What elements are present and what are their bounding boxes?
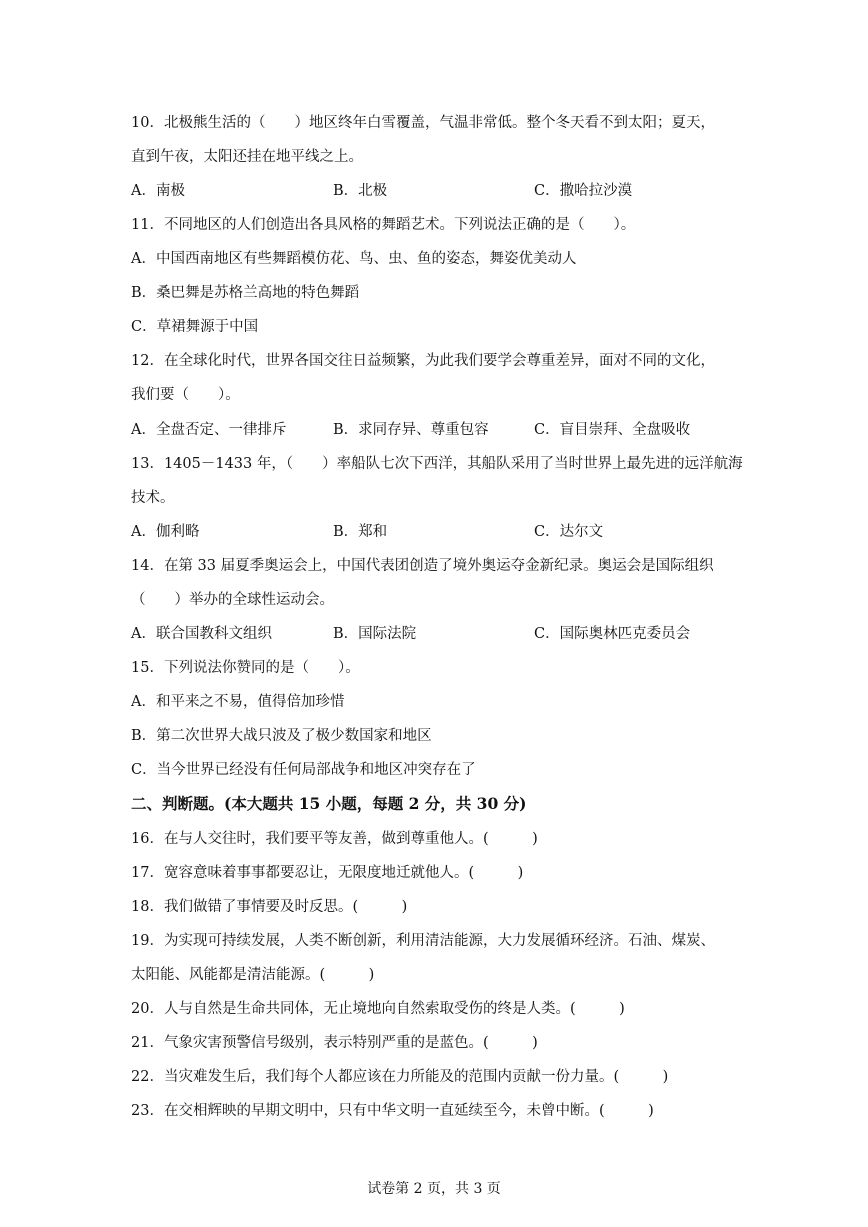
judgement-item: 17．宽容意味着事事都要忍让，无限度地迁就他人。( ) <box>131 865 524 881</box>
question-15-option-c: C．当今世界已经没有任何局部战争和地区冲突存在了 <box>131 762 476 778</box>
question-11-text: 11．不同地区的人们创造出各具风格的舞蹈艺术。下列说法正确的是（ ）。 <box>131 217 636 233</box>
question-12-option-a: A．全盘否定、一律排斥 <box>131 422 287 438</box>
question-14-option-b: B．国际法院 <box>333 626 417 642</box>
question-12-option-c: C．盲目崇拜、全盘吸收 <box>534 422 691 438</box>
question-12-text-cont: 我们要（ ）。 <box>131 387 240 403</box>
question-14-option-c: C．国际奥林匹克委员会 <box>534 626 691 642</box>
question-10-text: 10．北极熊生活的（ ）地区终年白雪覆盖，气温非常低。整个冬天看不到太阳；夏天， <box>131 115 715 131</box>
question-14-option-a: A．联合国教科文组织 <box>131 626 272 642</box>
question-10-option-a: A．南极 <box>131 183 185 199</box>
question-13-option-c: C．达尔文 <box>534 524 604 540</box>
question-15-option-b: B．第二次世界大战只波及了极少数国家和地区 <box>131 728 432 744</box>
judgement-item: 16．在与人交往时，我们要平等友善，做到尊重他人。( ) <box>131 831 538 847</box>
question-13-text-cont: 技术。 <box>131 490 175 506</box>
judgement-item: 22．当灾难发生后，我们每个人都应该在力所能及的范围内贡献一份力量。( ) <box>131 1069 669 1085</box>
judgement-item-cont: 太阳能、风能都是清洁能源。( ) <box>131 967 375 983</box>
page-footer: 试卷第 2 页，共 3 页 <box>367 1181 501 1197</box>
question-13-text: 13．1405－1433 年，（ ）率船队七次下西洋，其船队采用了当时世界上最先进的远洋航海 <box>131 456 743 472</box>
question-11-option-a: A．中国西南地区有些舞蹈模仿花、鸟、虫、鱼的姿态，舞姿优美动人 <box>131 251 577 267</box>
judgement-item: 23．在交相辉映的早期文明中，只有中华文明一直延续至今，未曾中断。( ) <box>131 1103 654 1119</box>
judgement-item: 19．为实现可持续发展，人类不断创新，利用清洁能源，大力发展循环经济。石油、煤炭、 <box>131 933 715 949</box>
question-10-text-cont: 直到午夜，太阳还挂在地平线之上。 <box>131 149 363 165</box>
question-14-text: 14．在第 33 届夏季奥运会上，中国代表团创造了境外奥运夺金新纪录。奥运会是国际组织 <box>131 558 714 574</box>
question-15-text: 15．下列说法你赞同的是（ ）。 <box>131 660 360 676</box>
question-11-option-b: B．桑巴舞是苏格兰高地的特色舞蹈 <box>131 285 360 301</box>
question-12-text: 12．在全球化时代，世界各国交往日益频繁，为此我们要学会尊重差异，面对不同的文化， <box>131 353 715 369</box>
question-15-option-a: A．和平来之不易，值得倍加珍惜 <box>131 694 345 710</box>
question-10-option-c: C．撒哈拉沙漠 <box>534 183 633 199</box>
question-13-option-a: A．伽利略 <box>131 524 200 540</box>
section-heading: 二、判断题。(本大题共 15 小题，每题 2 分，共 30 分) <box>131 794 527 813</box>
question-14-text-cont: （ ）举办的全球性运动会。 <box>131 592 334 608</box>
judgement-item: 21．气象灾害预警信号级别，表示特别严重的是蓝色。( ) <box>131 1035 538 1051</box>
judgement-item: 20．人与自然是生命共同体，无止境地向自然索取受伤的终是人类。( ) <box>131 1001 625 1017</box>
judgement-item: 18．我们做错了事情要及时反思。( ) <box>131 899 408 915</box>
question-11-option-c: C．草裙舞源于中国 <box>131 319 259 335</box>
question-12-option-b: B．求同存异、尊重包容 <box>333 422 489 438</box>
question-13-option-b: B．郑和 <box>333 524 388 540</box>
question-10-option-b: B．北极 <box>333 183 388 199</box>
